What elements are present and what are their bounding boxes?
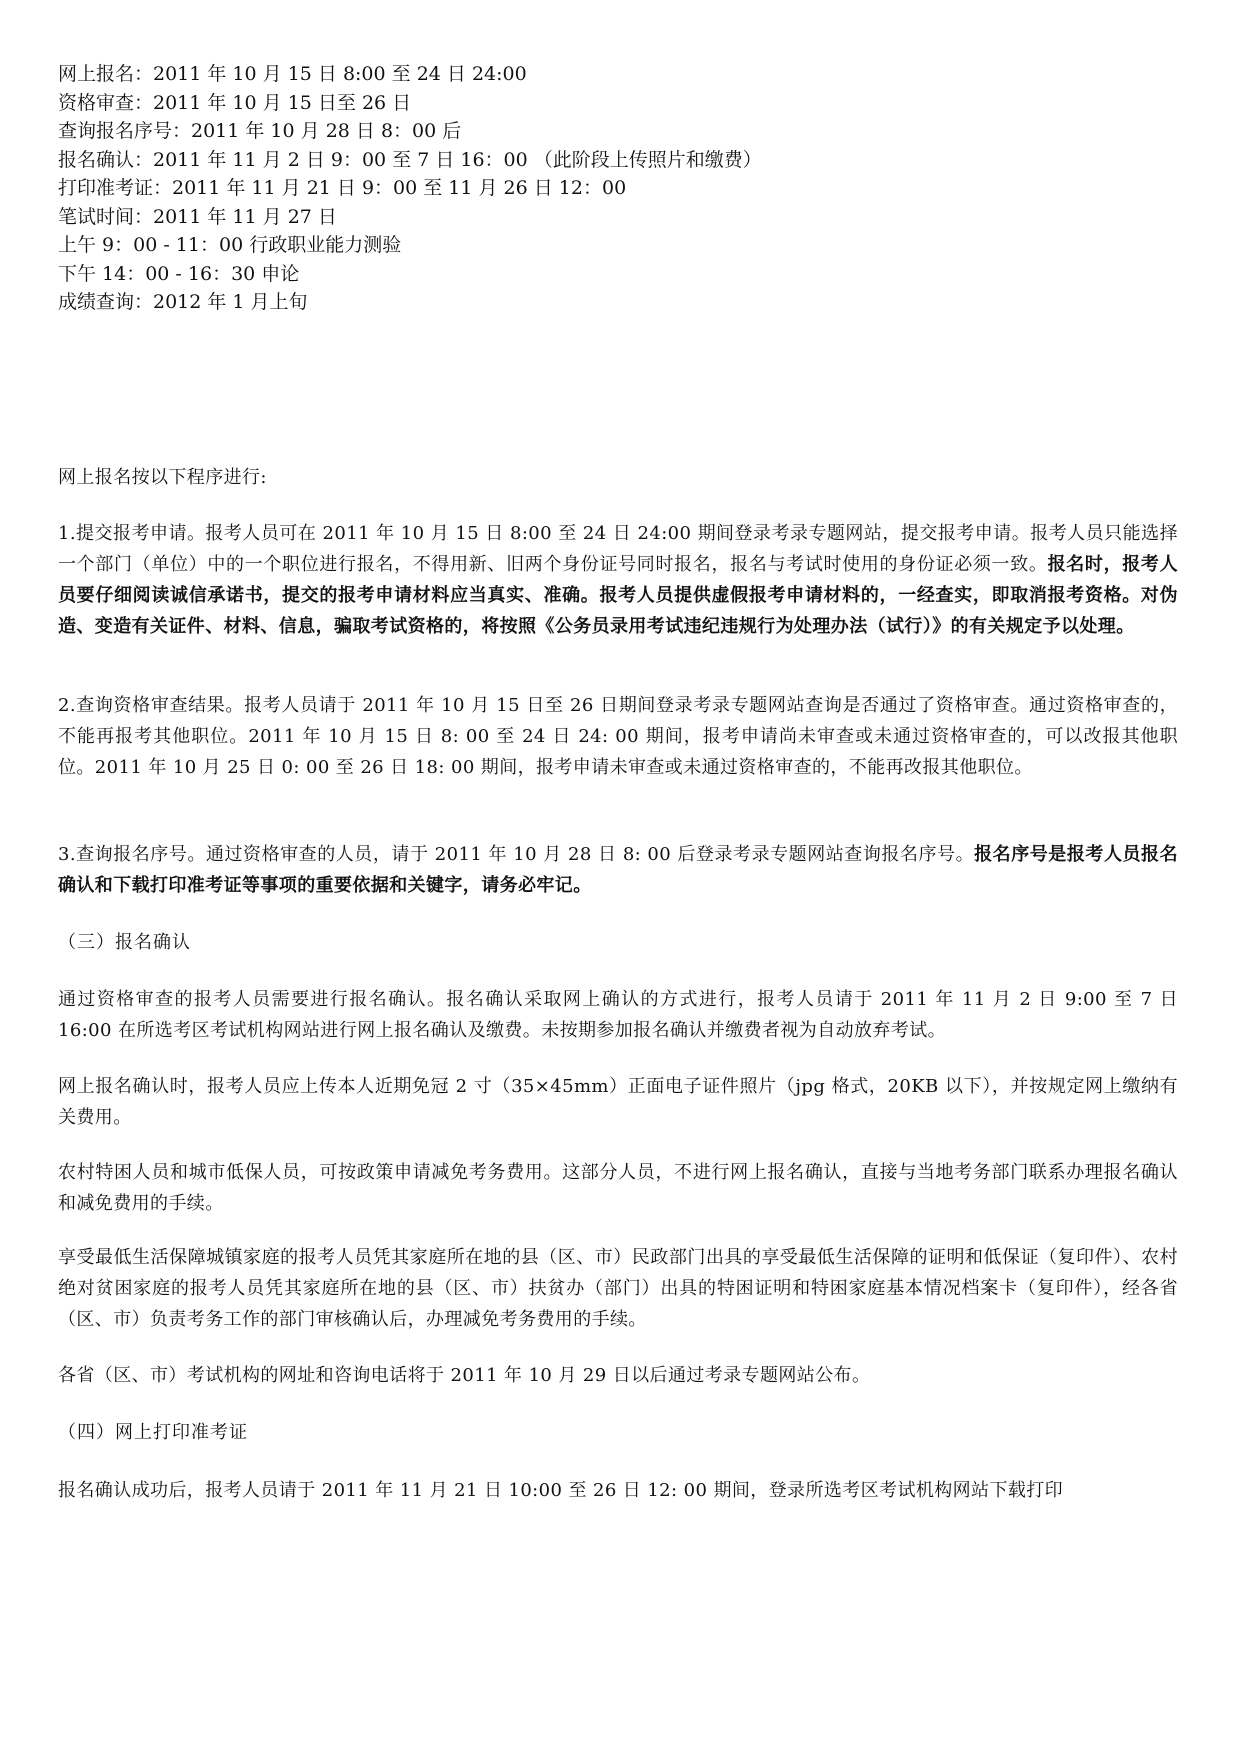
schedule-exam-date: 笔试时间：2011 年 11 月 27 日 (58, 205, 337, 228)
schedule-qualification-review: 资格审查：2011 年 10 月 15 日至 26 日 (58, 91, 412, 114)
step-1-paragraph (58, 518, 1178, 642)
section-3-heading: （三）报名确认 (58, 932, 191, 953)
step-3-paragraph (58, 839, 1178, 901)
paragraph-subsidy-proof: 享受最低生活保障城镇家庭的报考人员凭其家庭所在地的县（区、市）民政部门出具的享受最低生活保障的证明和低保证（复印件）、农村绝对贫困家庭的报考人员凭其家庭所在地的县（区、市）扶贫办（部门）出具的特困证明和特困家庭基本情况档案卡（复印件），经各省（区、市）负责考务工作的部门审核确认后，办理减免考务费用的手续。 (58, 1247, 1178, 1330)
schedule-afternoon-session: 下午 14：00 - 16：30 申论 (58, 262, 300, 285)
paragraph-print-admission: 报名确认成功后，报考人员请于 2011 年 11 月 21 日 10:00 至 26 日 12: 00 期间，登录所选考区考试机构网站下载打印 (58, 1480, 1064, 1501)
schedule-results: 成绩查询：2012 年 1 月上旬 (58, 291, 308, 313)
schedule-query-serial: 查询报名序号：2011 年 10 月 28 日 8：00 后 (58, 120, 462, 142)
schedule-confirmation: 报名确认：2011 年 11 月 2 日 9：00 至 7 日 16：00 （此阶段上传照片和缴费） (58, 148, 762, 171)
step-2-paragraph: 2.查询资格审查结果。报考人员请于 2011 年 10 月 15 日至 26 日期间登录考录专题网站查询是否通过了资格审查。通过资格审查的，不能再报考其他职位。2011 年 10 月 15 日 8: 00 至 24 日 24: 00 期间，报考申请尚未审查或未通过资格审查的，可以改报其他职位。2011 年 10 月 25 日 0: 00 至 26 日 18: 00 期间，报考申请未审查或未通过资格审查的，不能再改报其他职位。 (58, 695, 1178, 778)
step-3-text: 3.查询报名序号。通过资格审查的人员，请于 2011 年 10 月 28 日 8: 00 后登录考录专题网站查询报名序号。 (58, 844, 975, 865)
step-1-bold-text: 报名时，报考人员要仔细阅读诚信承诺书，提交的报考申请材料应当真实、准确。报考人员提供虚假报考申请材料的，一经查实，即取消报考资格。对伪造、变造有关证件、材料、信息，骗取考试资格的，将按照《公务员录用考试违纪违规行为处理办法（试行）》的有关规定予以处理。 (58, 554, 1178, 637)
schedule-print-admission: 打印准考证：2011 年 11 月 21 日 9：00 至 11 月 26 日 12：00 (58, 177, 627, 199)
schedule-online-registration: 网上报名：2011 年 10 月 15 日 8:00 至 24 日 24:00 (58, 63, 527, 85)
exam-schedule (58, 60, 1158, 317)
paragraph-contact-info: 各省（区、市）考试机构的网址和咨询电话将于 2011 年 10 月 29 日以后通过考录专题网站公布。 (58, 1365, 871, 1386)
paragraph-fee-waiver: 农村特困人员和城市低保人员，可按政策申请减免考务费用。这部分人员，不进行网上报名确认，直接与当地考务部门联系办理报名确认和减免费用的手续。 (58, 1162, 1178, 1214)
procedure-intro: 网上报名按以下程序进行: (58, 467, 267, 488)
schedule-morning-session: 上午 9：00 - 11：00 行政职业能力测验 (58, 234, 402, 256)
step-1-text: 1.提交报考申请。报考人员可在 2011 年 10 月 15 日 8:00 至 24 日 24:00 期间登录考录专题网站，提交报考申请。报考人员只能选择一个部门（单位）中的一个职位进行报名，不得用新、旧两个身份证号同时报名，报名与考试时使用的身份证必须一致。 (58, 523, 1178, 575)
paragraph-photo-upload: 网上报名确认时，报考人员应上传本人近期免冠 2 寸（35×45mm）正面电子证件照片（jpg 格式，20KB 以下），并按规定网上缴纳有关费用。 (58, 1076, 1178, 1128)
section-4-heading: （四）网上打印准考证 (58, 1422, 248, 1443)
paragraph-confirmation: 通过资格审查的报考人员需要进行报名确认。报名确认采取网上确认的方式进行，报考人员请于 2011 年 11 月 2 日 9:00 至 7 日 16:00 在所选考区考试机构网站进行网上报名确认及缴费。未按期参加报名确认并缴费者视为自动放弃考试。 (58, 989, 1178, 1041)
step-3-bold-text: 报名序号是报考人员报名确认和下载打印准考证等事项的重要依据和关键字，请务必牢记。 (58, 844, 1178, 896)
